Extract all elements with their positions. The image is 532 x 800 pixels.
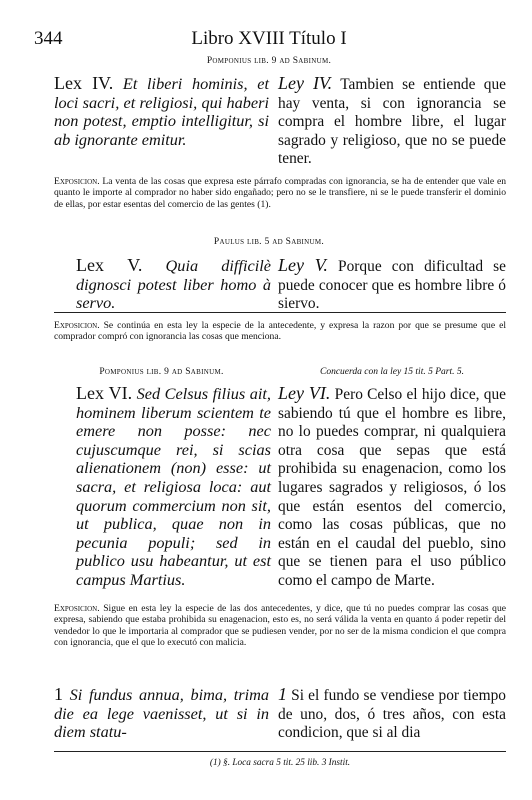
spanish-law-label: Ley V. (278, 255, 328, 275)
spanish-paragraph-number: 1 (278, 684, 287, 704)
exposition: Exposicion. Sigue en esta ley la especie de las dos antecedentes, y dice, que tú no puedes comprar las cosas que expresa, sabiendo que estaba prohibida su enagenacion, esto es, no será válida la venta en quanto á poder repetir del vendedor lo que le importaria al comprador que se pudiesen vender, por no ser de la misma condicion el que compra con ignorancia, que el que lo executó con malicia. (54, 603, 507, 648)
footnote-rule (54, 751, 506, 752)
spanish-text: Ley IV. Tambien se entiende que hay venta, si con ignorancia se compra el hombre libre, el lugar sagrado y religioso, que no se puede tener. (278, 73, 506, 168)
spanish-law-label: Ley IV. (278, 73, 333, 93)
latin-law-label: Lex VI. (76, 383, 133, 403)
latin-text: 1 Si fundus annua, bima, trima die ea lege vaenisset, ut si in diem statu- (54, 684, 269, 742)
spanish-text: 1 Si el fundo se vendiese por tiempo de uno, dos, ó tres años, con esta condicion, que si al dia (278, 684, 506, 742)
page-number: 344 (34, 28, 63, 49)
footnote: (1) §. Loca sacra 5 tit. 25 lib. 3 Instit. (209, 758, 351, 768)
latin-paragraph-number: 1 (54, 684, 63, 704)
latin-law-label: Lex IV. (54, 73, 114, 93)
concordance-citation: Concuerda con la ley 15 tit. 5 Part. 5. (320, 367, 464, 377)
divider (54, 312, 506, 313)
latin-text: Lex IV. Et liberi hominis, et loci sacri, et religiosi, qui haberi non potest, emptio intelligitur, si ab ignorante emitur. (54, 73, 269, 149)
running-title: Libro XVIII Título I (191, 28, 347, 49)
exposition: Exposicion. Se continúa en esta ley la especie de la antecedente, y expresa la razon por que se presume que el comprador compró con ignorancia las cosas que menciona. (54, 320, 506, 343)
spanish-text: Ley V. Porque con dificultad se puede conocer que es hombre libre ó siervo. (278, 255, 506, 313)
source-citation: Paulus lib. 5 ad Sabinum. (213, 237, 325, 247)
latin-text: Lex VI. Sed Celsus filius ait, hominem liberum scientem te emere non posse: nec cujuscumque rei, si scias alienationem (non) esse: ut sacra, et religiosa loca: aut quorum commercium non sit, ut publica, quae non in pecunia populi; sed in publico usu habeantur, ut est campus Martius. (76, 383, 271, 589)
exposition: Exposicion. La venta de las cosas que expresa este párrafo compradas con ignorancia, se ha de entender que vale en quanto le importe al comprador no haber sido engañado; pero no se le transfiere, ni se le puede transferir el dominio de ellas, por estar esentas del comercio de las gentes (1). (54, 176, 507, 210)
page-header (34, 28, 504, 50)
latin-text: Lex V. Quia difficilè dignosci potest liber homo à servo. (76, 255, 271, 313)
source-citation: Pomponius lib. 9 ad Sabinum. (206, 56, 332, 66)
latin-law-label: Lex V. (76, 255, 143, 275)
source-citation: Pomponius lib. 9 ad Sabinum. (99, 367, 224, 377)
spanish-text: Ley VI. Pero Celso el hijo dice, que sabiendo tú que el hombre es libre, no lo puedes comprar, ni qualquiera otra cosa que sepas que está prohibida su enagenacion, como los lugares sagrados y religiosos, ó los que están esentos del comercio, como las cosas públicas, que no están en el caudal del pueblo, sino que se tienen para el uso público como el campo de Marte. (278, 383, 506, 589)
spanish-law-label: Ley VI. (278, 383, 331, 403)
